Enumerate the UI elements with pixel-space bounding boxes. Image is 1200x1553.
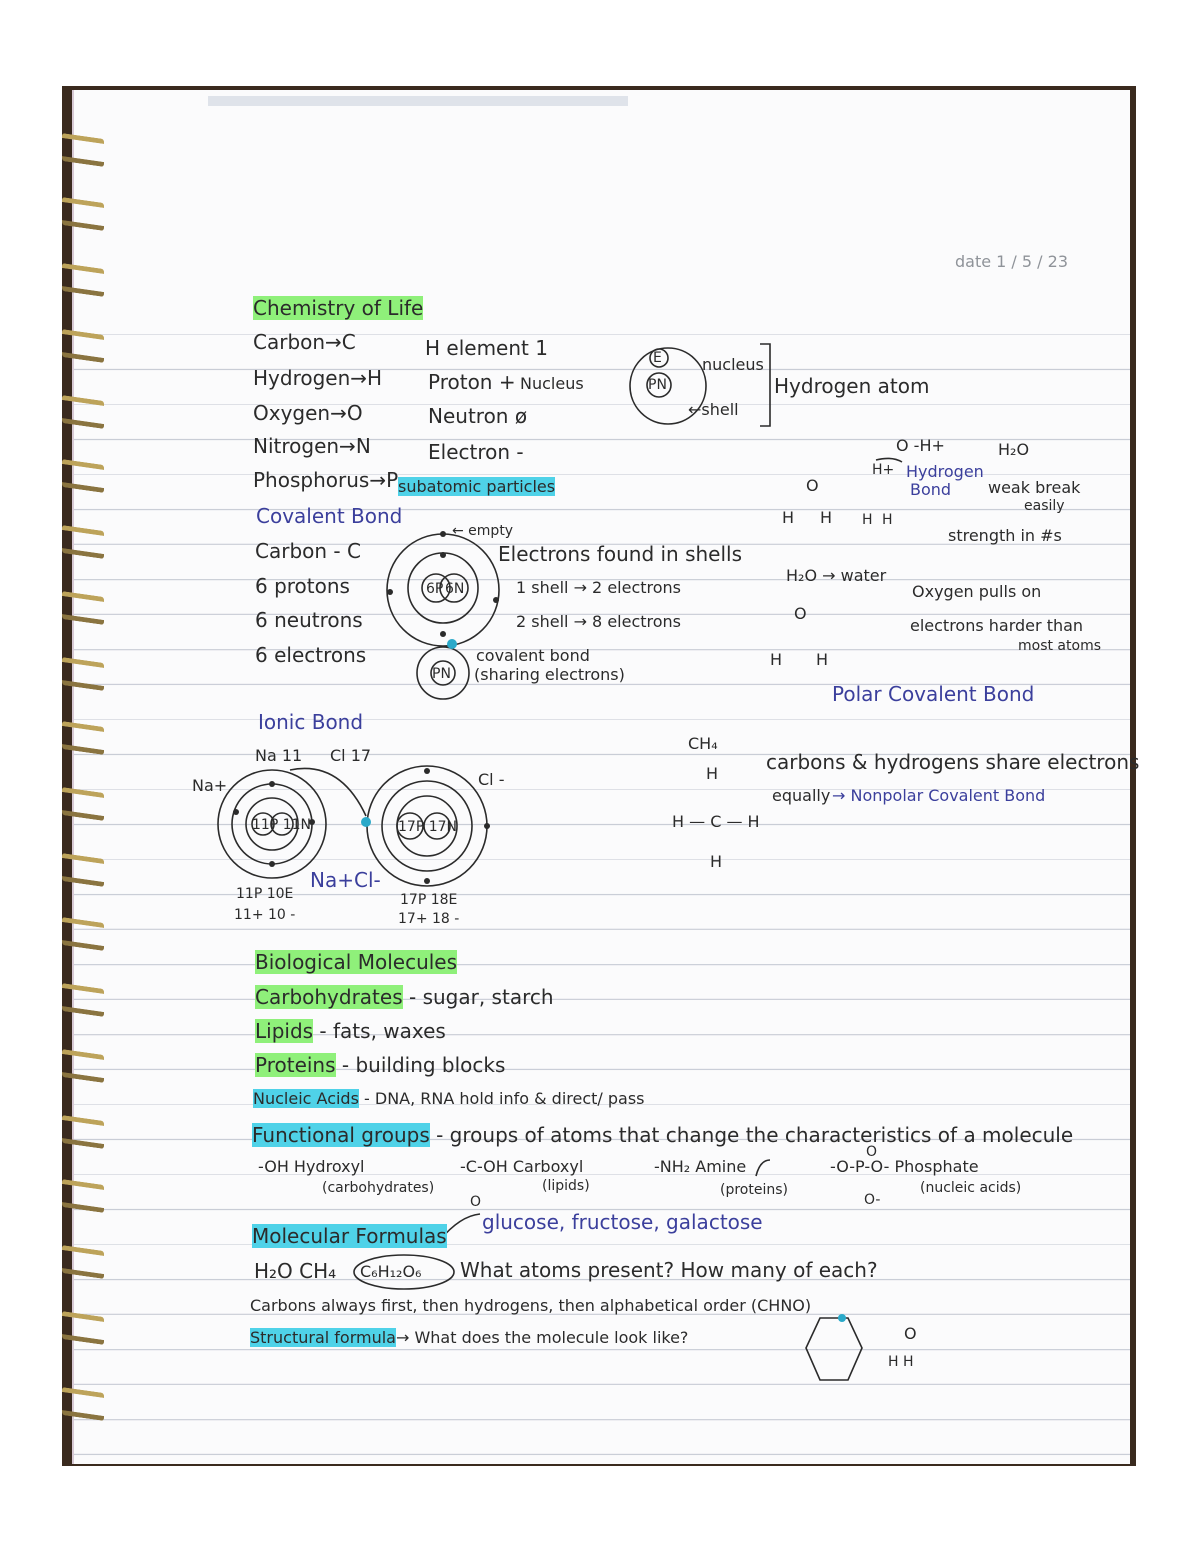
subatomic-particles: subatomic particles <box>398 477 556 496</box>
structural-formula-def: → What does the molecule look like? <box>395 1328 689 1347</box>
nucleic-acids-def: - DNA, RNA hold info & direct/ pass <box>358 1089 645 1108</box>
share-electrons-note: carbons & hydrogens share electrons <box>766 750 1140 774</box>
methane-formula: CH₄ <box>688 734 718 753</box>
functional-groups-def: - groups of atoms that change the characteristics of a molecule <box>429 1123 1074 1147</box>
lipids-line <box>255 1019 446 1043</box>
most-atoms: most atoms <box>1018 638 1102 654</box>
equally: equally <box>772 786 831 805</box>
carbon-neutrons-count: 6N <box>445 581 465 597</box>
empty-note: ← empty <box>452 523 514 539</box>
element-carbon: Carbon→C <box>253 330 356 354</box>
element-hydrogen: Hydrogen→H <box>253 366 383 390</box>
methane-middle: H — C — H <box>672 812 760 831</box>
structural-formula-line <box>250 1328 688 1347</box>
water-oxygen-2: O <box>794 604 807 623</box>
nucleic-acids-line <box>253 1089 645 1108</box>
electron-label: Electron - <box>428 440 524 464</box>
lipids-term: Lipids <box>255 1019 314 1043</box>
date: date 1 / 5 / 23 <box>955 252 1069 271</box>
methane-h-bottom: H <box>710 852 723 871</box>
water-hydrogens-small: H H <box>888 1354 914 1370</box>
amine-group: -NH₂ Amine <box>654 1157 747 1176</box>
carbon-protons-count: 6P <box>426 581 444 597</box>
oxygen-hydrogen: O -H+ <box>896 436 945 455</box>
proteins-line <box>255 1053 505 1077</box>
amine-sub: (proteins) <box>720 1182 788 1198</box>
water-oxygen-small: O <box>904 1324 917 1343</box>
water-h-left-1: H <box>782 508 795 527</box>
water-h-left-3: H <box>770 650 783 669</box>
covalent-bond-note: covalent bond <box>476 646 590 665</box>
carbohydrates-term: Carbohydrates <box>255 985 403 1009</box>
order-rule: Carbons always first, then hydrogens, then alphabetical order (CHNO) <box>250 1296 812 1315</box>
strength-in-numbers: strength in #s <box>948 526 1062 545</box>
easily: easily <box>1024 498 1065 514</box>
h2o-water: H₂O → water <box>786 566 887 585</box>
ionic-bond-title: Ionic Bond <box>258 710 364 734</box>
neutron-label: Neutron ø <box>428 404 528 428</box>
nucleus-label: Nucleus <box>520 374 584 393</box>
sodium-ion: Na+ <box>192 776 228 795</box>
hydrogen-atom-label: Hydrogen atom <box>774 374 930 398</box>
biological-molecules-title: Biological Molecules <box>255 950 458 974</box>
nucleic-acids-term: Nucleic Acids <box>253 1089 359 1108</box>
sodium-chloride: Na+Cl- <box>310 868 381 892</box>
hydrogen-nucleus: PN <box>432 666 451 682</box>
carbohydrates-def: - sugar, starch <box>402 985 554 1009</box>
shell-1-rule: 1 shell → 2 electrons <box>516 578 682 597</box>
oxygen-pulls: Oxygen pulls on <box>912 582 1042 601</box>
glucose-formula: C₆H₁₂O₆ <box>360 1262 422 1281</box>
carbon-protons: 6 protons <box>255 574 350 598</box>
phosphate-sub: (nucleic acids) <box>920 1180 1022 1196</box>
shell-2-rule: 2 shell → 8 electrons <box>516 612 682 631</box>
lipids-def: - fats, waxes <box>313 1019 446 1043</box>
water-h-right-3: H <box>816 650 829 669</box>
methane-h-top: H <box>706 764 719 783</box>
glucose-ring <box>806 1318 862 1380</box>
element-phosphorus: Phosphorus→P <box>253 468 399 492</box>
chlorine-counts-1: 17P 18E <box>400 892 458 908</box>
phosphate-bottom-oxygen: O- <box>864 1192 881 1208</box>
water-h-right-1: H <box>820 508 833 527</box>
carboxyl-group: -C-OH Carboxyl <box>460 1157 584 1176</box>
carbon-symbol: Carbon - C <box>255 539 361 563</box>
electron-transfer-arrow <box>290 768 366 816</box>
covalent-bond-title: Covalent Bond <box>256 504 403 528</box>
atom-electron: E <box>653 350 662 366</box>
carboxyl-oxygen: O <box>470 1194 482 1210</box>
functional-groups-term: Functional groups <box>252 1123 430 1147</box>
functional-groups-line <box>252 1123 1073 1147</box>
shells-note: Electrons found in shells <box>498 542 743 566</box>
nucleus-pointer: nucleus <box>702 355 764 374</box>
proton-label: Proton + <box>428 370 516 394</box>
chlorine-label: Cl 17 <box>330 746 372 765</box>
sodium-nucleus: 11P 11N <box>252 817 311 833</box>
water-h-right-2: H <box>882 512 893 528</box>
chlorine-counts-2: 17+ 18 - <box>398 911 460 927</box>
structural-formula-term: Structural formula <box>250 1328 396 1347</box>
phosphate-group: -O-P-O- Phosphate <box>830 1157 979 1176</box>
chlorine-nucleus: 17P 17N <box>398 819 457 835</box>
carbon-electrons: 6 electrons <box>255 643 367 667</box>
h-element: H element 1 <box>425 336 548 360</box>
molecular-formulas-term: Molecular Formulas <box>252 1224 447 1248</box>
sodium-counts-2: 11+ 10 - <box>234 907 296 923</box>
formula-question: What atoms present? How many of each? <box>460 1258 878 1282</box>
proteins-def: - building blocks <box>335 1053 506 1077</box>
shell-pointer: ←shell <box>688 400 739 419</box>
hydrogen-bond-word1: Hydrogen <box>906 462 984 481</box>
formula-examples: H₂O CH₄ <box>254 1259 337 1283</box>
section-title-chemistry: Chemistry of Life <box>253 296 424 320</box>
electrons-harder: electrons harder than <box>910 616 1084 635</box>
polar-covalent-bond: Polar Covalent Bond <box>832 682 1035 706</box>
sharing-electrons-note: (sharing electrons) <box>474 665 625 684</box>
hydroxyl-sub: (carbohydrates) <box>322 1180 435 1196</box>
phosphate-top-oxygen: O <box>866 1144 878 1160</box>
h2o-label: H₂O <box>998 440 1030 459</box>
sodium-label: Na 11 <box>255 746 303 765</box>
element-oxygen: Oxygen→O <box>253 401 363 425</box>
atom-nucleus: PN <box>648 377 667 393</box>
molecular-formulas-line <box>252 1224 447 1248</box>
carbon-neutrons: 6 neutrons <box>255 608 363 632</box>
nonpolar-covalent-bond: → Nonpolar Covalent Bond <box>832 786 1046 805</box>
element-nitrogen: Nitrogen→N <box>253 434 371 458</box>
hydrogen-bond-word2: Bond <box>910 480 952 499</box>
weak-break: weak break <box>988 478 1081 497</box>
chloride-ion: Cl - <box>478 770 505 789</box>
carboxyl-sub: (lipids) <box>542 1178 590 1194</box>
sugars-note: glucose, fructose, galactose <box>482 1210 763 1234</box>
carbohydrates-line <box>255 985 554 1009</box>
water-h-left-2: H <box>862 512 873 528</box>
water-oxygen-1: O <box>806 476 819 495</box>
hydroxyl-group: -OH Hydroxyl <box>258 1157 365 1176</box>
water-hplus: H+ <box>872 462 895 478</box>
sodium-counts-1: 11P 10E <box>236 886 294 902</box>
proteins-term: Proteins <box>255 1053 336 1077</box>
